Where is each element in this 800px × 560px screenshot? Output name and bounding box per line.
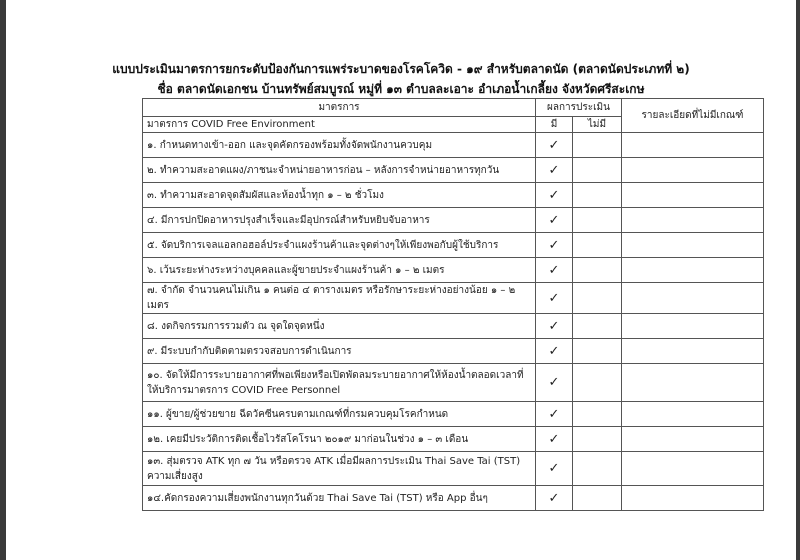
details-cell [622, 283, 764, 314]
details-cell [622, 233, 764, 258]
no-cell [573, 339, 622, 364]
check-mark-icon: ✓ [536, 208, 573, 233]
table-row [143, 208, 764, 233]
details-cell [622, 452, 764, 486]
measure-text: ๑๔.คัดกรองความเสี่ยงพนักงานทุกวันด้วย Thai Save Tai (TST) หรือ App อื่นๆ [143, 486, 536, 511]
document-title: แบบประเมินมาตรการยกระดับป้องกันการแพร่ระบาดของโรคโควิด - ๑๙ สำหรับตลาดนัด (ตลาดนัดประเภทที่ ๒) [112, 62, 690, 76]
table-row [143, 364, 764, 402]
no-cell [573, 133, 622, 158]
table-row [143, 133, 764, 158]
measure-text: ๑๒. เคยมีประวัติการติดเชื้อไวรัสโคโรนา ๒๐๑๙ มาก่อนในช่วง ๑ – ๓ เดือน [143, 427, 536, 452]
table-row [143, 427, 764, 452]
measure-text: ๗. จำกัด จำนวนคนไม่เกิน ๑ คนต่อ ๔ ตารางเมตร หรือรักษาระยะห่างอย่างน้อย ๑ – ๒ เมตร [143, 283, 536, 314]
no-cell [573, 364, 622, 402]
no-cell [573, 452, 622, 486]
no-cell [573, 402, 622, 427]
details-cell [622, 339, 764, 364]
details-cell [622, 258, 764, 283]
table-row [143, 283, 764, 314]
document-page [6, 0, 796, 560]
measure-text: ๙. มีระบบกำกับติดตามตรวจสอบการดำเนินการ [143, 339, 536, 364]
table-row [143, 233, 764, 258]
table-row [143, 402, 764, 427]
assessment-table [142, 98, 764, 511]
header-measures: มาตรการ [143, 99, 536, 117]
details-cell [622, 427, 764, 452]
check-mark-icon: ✓ [536, 314, 573, 339]
measure-text: ๑๑. ผู้ขาย/ผู้ช่วยขาย ฉีดวัคซีนครบตามเกณฑ์ที่กรมควบคุมโรคกำหนด [143, 402, 536, 427]
details-cell [622, 158, 764, 183]
details-cell [622, 486, 764, 511]
check-mark-icon: ✓ [536, 283, 573, 314]
header-details: รายละเอียดที่ไม่มีเกณฑ์ [622, 99, 764, 133]
check-mark-icon: ✓ [536, 339, 573, 364]
table-row [143, 339, 764, 364]
table-row [143, 258, 764, 283]
table-row [143, 452, 764, 486]
no-cell [573, 183, 622, 208]
check-mark-icon: ✓ [536, 427, 573, 452]
details-cell [622, 364, 764, 402]
check-mark-icon: ✓ [536, 158, 573, 183]
table-row [143, 158, 764, 183]
table-row [143, 314, 764, 339]
measure-text: ๘. งดกิจกรรมการรวมตัว ณ จุดใดจุดหนึ่ง [143, 314, 536, 339]
details-cell [622, 402, 764, 427]
measure-text: ๓. ทำความสะอาดจุดสัมผัสและห้องน้ำทุก ๑ – ๒ ชั่วโมง [143, 183, 536, 208]
measure-text: ๖. เว้นระยะห่างระหว่างบุคคลและผู้ขายประจำแผงร้านค้า ๑ – ๒ เมตร [143, 258, 536, 283]
details-cell [622, 314, 764, 339]
no-cell [573, 427, 622, 452]
check-mark-icon: ✓ [536, 364, 573, 402]
measure-text: ๑. กำหนดทางเข้า-ออก และจุดคัดกรองพร้อมทั้งจัดพนักงานควบคุม [143, 133, 536, 158]
no-cell [573, 314, 622, 339]
subheader-yes: มี [536, 117, 573, 133]
check-mark-icon: ✓ [536, 133, 573, 158]
section-label: มาตรการ COVID Free Environment [143, 117, 536, 133]
subheader-no: ไม่มี [573, 117, 622, 133]
measure-text: ๑๓. สุ่มตรวจ ATK ทุก ๗ วัน หรือตรวจ ATK เมื่อมีผลการประเมิน Thai Save Tai (TST) ความเสี่ยงสูง [143, 452, 536, 486]
check-mark-icon: ✓ [536, 233, 573, 258]
measure-text: ๕. จัดบริการเจลแอลกอฮอล์ประจำแผงร้านค้าและจุดต่างๆให้เพียงพอกับผู้ใช้บริการ [143, 233, 536, 258]
no-cell [573, 283, 622, 314]
check-mark-icon: ✓ [536, 258, 573, 283]
document-subtitle: ชื่อ ตลาดนัดเอกชน บ้านทรัพย์สมบูรณ์ หมู่ที่ ๑๓ ตำบลละเอาะ อำเภอน้ำเกลี้ยง จังหวัดศรีสะเกษ [157, 82, 645, 96]
check-mark-icon: ✓ [536, 183, 573, 208]
measure-text: ๒. ทำความสะอาดแผง/ภาชนะจำหน่ายอาหารก่อน – หลังการจำหน่ายอาหารทุกวัน [143, 158, 536, 183]
details-cell [622, 183, 764, 208]
details-cell [622, 208, 764, 233]
no-cell [573, 233, 622, 258]
check-mark-icon: ✓ [536, 402, 573, 427]
header-row [143, 99, 764, 117]
details-cell [622, 133, 764, 158]
no-cell [573, 208, 622, 233]
check-mark-icon: ✓ [536, 486, 573, 511]
header-result: ผลการประเมิน [536, 99, 622, 117]
no-cell [573, 158, 622, 183]
measure-text: ๔. มีการปกปิดอาหารปรุงสำเร็จและมีอุปกรณ์สำหรับหยิบจับอาหาร [143, 208, 536, 233]
no-cell [573, 258, 622, 283]
measure-text: ๑๐. จัดให้มีการระบายอากาศที่พอเพียงหรือเปิดพัดลมระบายอากาศให้ห้องน้ำตลอดเวลาที่ให้บริการมาตรการ COVID Free Personnel [143, 364, 536, 402]
no-cell [573, 486, 622, 511]
table-row [143, 183, 764, 208]
check-mark-icon: ✓ [536, 452, 573, 486]
table-row [143, 486, 764, 511]
